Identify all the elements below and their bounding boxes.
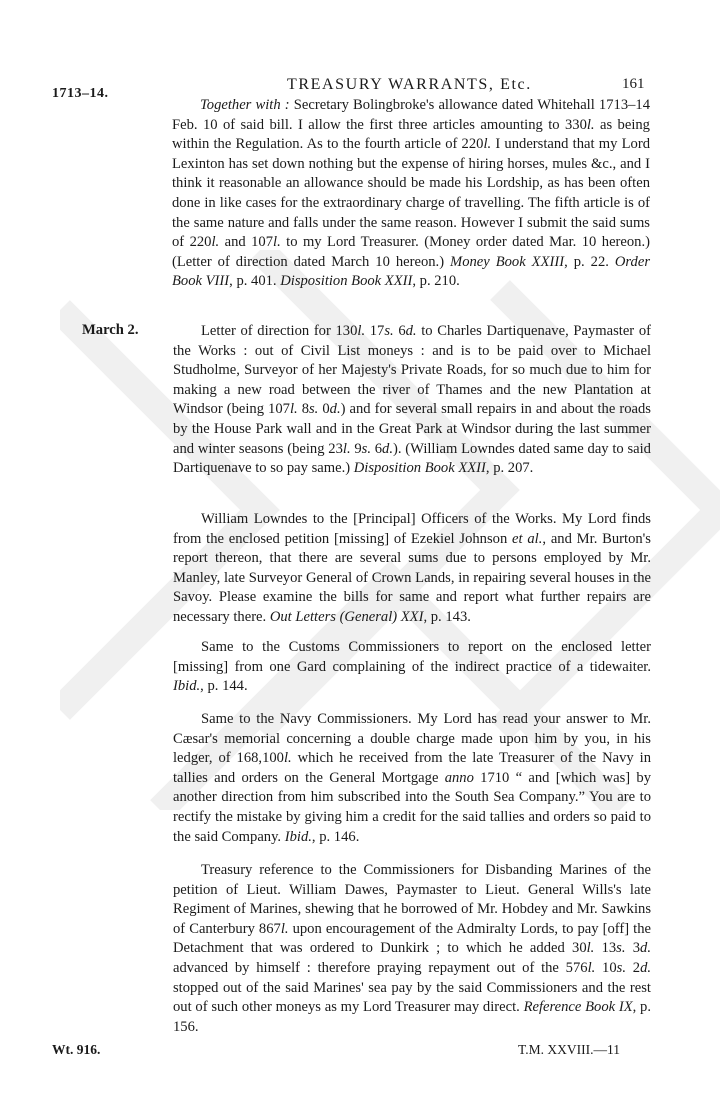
entry-works-officers-letter	[173, 510, 651, 628]
footer-warrant-number: Wt. 916.	[52, 1042, 101, 1057]
text-run: , p. 144.	[200, 678, 248, 695]
italic-text: Together with :	[200, 97, 290, 113]
text-run: 3	[625, 940, 641, 957]
text-run: , p. 401.	[229, 273, 281, 290]
italic-text: anno	[444, 769, 474, 786]
text-run: advanced by himself : therefore praying repayment out of the 576	[173, 959, 588, 976]
italic-text: d.	[640, 959, 652, 976]
italic-text: d.	[329, 401, 341, 418]
italic-text: l.	[357, 323, 366, 339]
italic-text: Reference Book IX	[523, 999, 633, 1016]
italic-text: s.	[616, 959, 626, 976]
italic-text: s.	[616, 940, 626, 957]
text-run: Same to the Navy Commissioners. My Lord has read your answer to Mr. Cæsar's memorial concerning a double charge made upon him by you, in his ledger, of 168,100	[173, 711, 651, 767]
text-run: stopped out of the said Marines' sea pay by the said Commissioners and the rest out of such other moneys as my Lord Treasurer may direct.	[173, 979, 651, 1016]
italic-text: Ibid.	[173, 678, 201, 695]
italic-text: Disposition Book XXII	[280, 273, 413, 290]
italic-text: l.	[211, 234, 220, 251]
italic-text: s.	[361, 440, 371, 457]
text-run: as being within the Regulation. As to the fourth article of 220	[172, 116, 650, 153]
italic-text: l.	[483, 136, 492, 153]
text-run: and 107	[219, 234, 274, 251]
text-run: 17	[365, 323, 385, 339]
text-run: upon encouragement of the Admiralty Lords, to pay [off] the Detachment that was ordered to Dunkirk ; to which he added 30	[173, 920, 651, 957]
margin-date: March 2.	[82, 322, 139, 338]
italic-text: Ibid.	[284, 828, 312, 845]
text-run: , p. 210.	[412, 273, 460, 290]
entry-customs-letter	[173, 638, 651, 697]
italic-text: l.	[586, 116, 595, 133]
header-year: 1713–14.	[52, 86, 109, 101]
text-run: 6	[370, 440, 383, 457]
italic-text: Out Letters (General) XXI	[269, 608, 424, 625]
text-run: I understand that my Lord Lexinton has set down nothing but the expense of hiring horses, mules &c., and I think it reasonable an allowance should be made his Lordship, as has been often done in like cases for the extraordinary charge of travelling. The fifth article is of the same nature and falls under the same reason. However I submit the said sums of 220	[172, 136, 650, 251]
entry-dartiquenave-letter	[173, 322, 651, 479]
text-run: Same to the Customs Commissioners to report on the enclosed letter [missing] from one Gard complaining of the indirect practice of a tidewaiter.	[173, 639, 651, 675]
text-run: to my Lord Treasurer. (Money order dated Mar. 10 hereon.) (Letter of direction dated March 10 hereon.)	[172, 234, 650, 270]
text-run: Secretary Bolingbroke's allowance dated Whitehall 1713–14 Feb. 10 of said bill. I allow the first three articles amounting to 330	[172, 97, 651, 133]
text-run: , p. 156.	[173, 999, 651, 1035]
italic-text: d.	[405, 323, 417, 339]
italic-text: l.	[289, 401, 298, 418]
text-run: , p. 22.	[564, 253, 615, 270]
text-run: 8	[297, 401, 309, 418]
text-run: , p. 207.	[485, 460, 534, 477]
italic-text: s.	[309, 401, 319, 418]
text-run: , p. 146.	[311, 828, 360, 845]
text-run: 13	[594, 940, 617, 957]
text-run: Letter of direction for 130	[201, 323, 358, 339]
text-run: ) and for several small repairs in and about the roads by the House Park wall and in the Great Park at Windsor during the last summer and winter seasons (being 23	[173, 401, 651, 457]
text-run: ). (William Lowndes dated same day to said Dartiquenave to so pay same.)	[173, 440, 651, 477]
italic-text: Disposition Book XXII	[353, 460, 486, 477]
text-run: 9	[350, 440, 362, 457]
text-run: 6	[393, 323, 406, 339]
text-run: , and Mr. Burton's report thereon, that there are several sums due to persons employed by Mr. Manley, late Surveyor General of Crown Lands, in repairing several houses in the Savoy. Please examine the bills for same and report what further repairs are necessary there.	[173, 530, 651, 625]
italic-text: l.	[586, 940, 595, 957]
text-run: which he received from the late Treasurer of the Navy in tallies and orders on the General Mortgage	[173, 750, 651, 786]
page-number: 161	[622, 76, 645, 92]
footer-signature-mark: T.M. XXVIII.—11	[518, 1042, 620, 1057]
text-run: 0	[318, 401, 330, 418]
italic-text: d.	[382, 440, 393, 457]
text-run: 2	[625, 959, 641, 976]
italic-text: l.	[342, 440, 351, 457]
text-run: 1710 “ and [which was] by another direction from him subscribed into the South Sea Company.” You are to rectify the mistake by giving him a credit for the said tallies and orders so paid to the said Company.	[173, 769, 651, 845]
italic-text: l.	[273, 234, 281, 251]
italic-text: s.	[384, 323, 394, 339]
text-run: William Lowndes to the [Principal] Officers of the Works. My Lord finds from the enclosed petition [missing] of Ezekiel Johnson	[173, 511, 651, 547]
text-run: Treasury reference to the Commissioners for Disbanding Marines of the petition of Lieut. William Dawes, Paymaster to Lieut. General Wills's late Regiment of Marines, shewing that he borrowed of Mr. Hobdey and Mr. Sawkins of Canterbury 867	[173, 862, 651, 937]
text-run: to Charles Dartiquenave, Paymaster of the Works : out of Civil List moneys : and is to be paid over to Michael Studholme, Surveyor of her Majesty's Private Roads, for so much due to him for making a new road between the river of Thames and the new Plantation at Windsor (being 107	[173, 323, 651, 418]
text-run: 10	[595, 959, 617, 976]
italic-text: l.	[280, 920, 289, 937]
italic-text: Money Book XXIII	[450, 253, 565, 270]
italic-text: l.	[283, 750, 292, 767]
italic-text: et al.	[512, 530, 543, 547]
italic-text: Order Book VIII	[172, 253, 651, 290]
italic-text: l.	[587, 959, 596, 976]
entry-together-with	[172, 96, 650, 292]
italic-text: d.	[640, 940, 651, 957]
entry-marines-reference	[173, 861, 651, 1037]
running-title: TREASURY WARRANTS, Etc.	[287, 76, 532, 93]
text-run: , p. 143.	[423, 608, 471, 625]
entry-navy-letter	[173, 710, 651, 847]
